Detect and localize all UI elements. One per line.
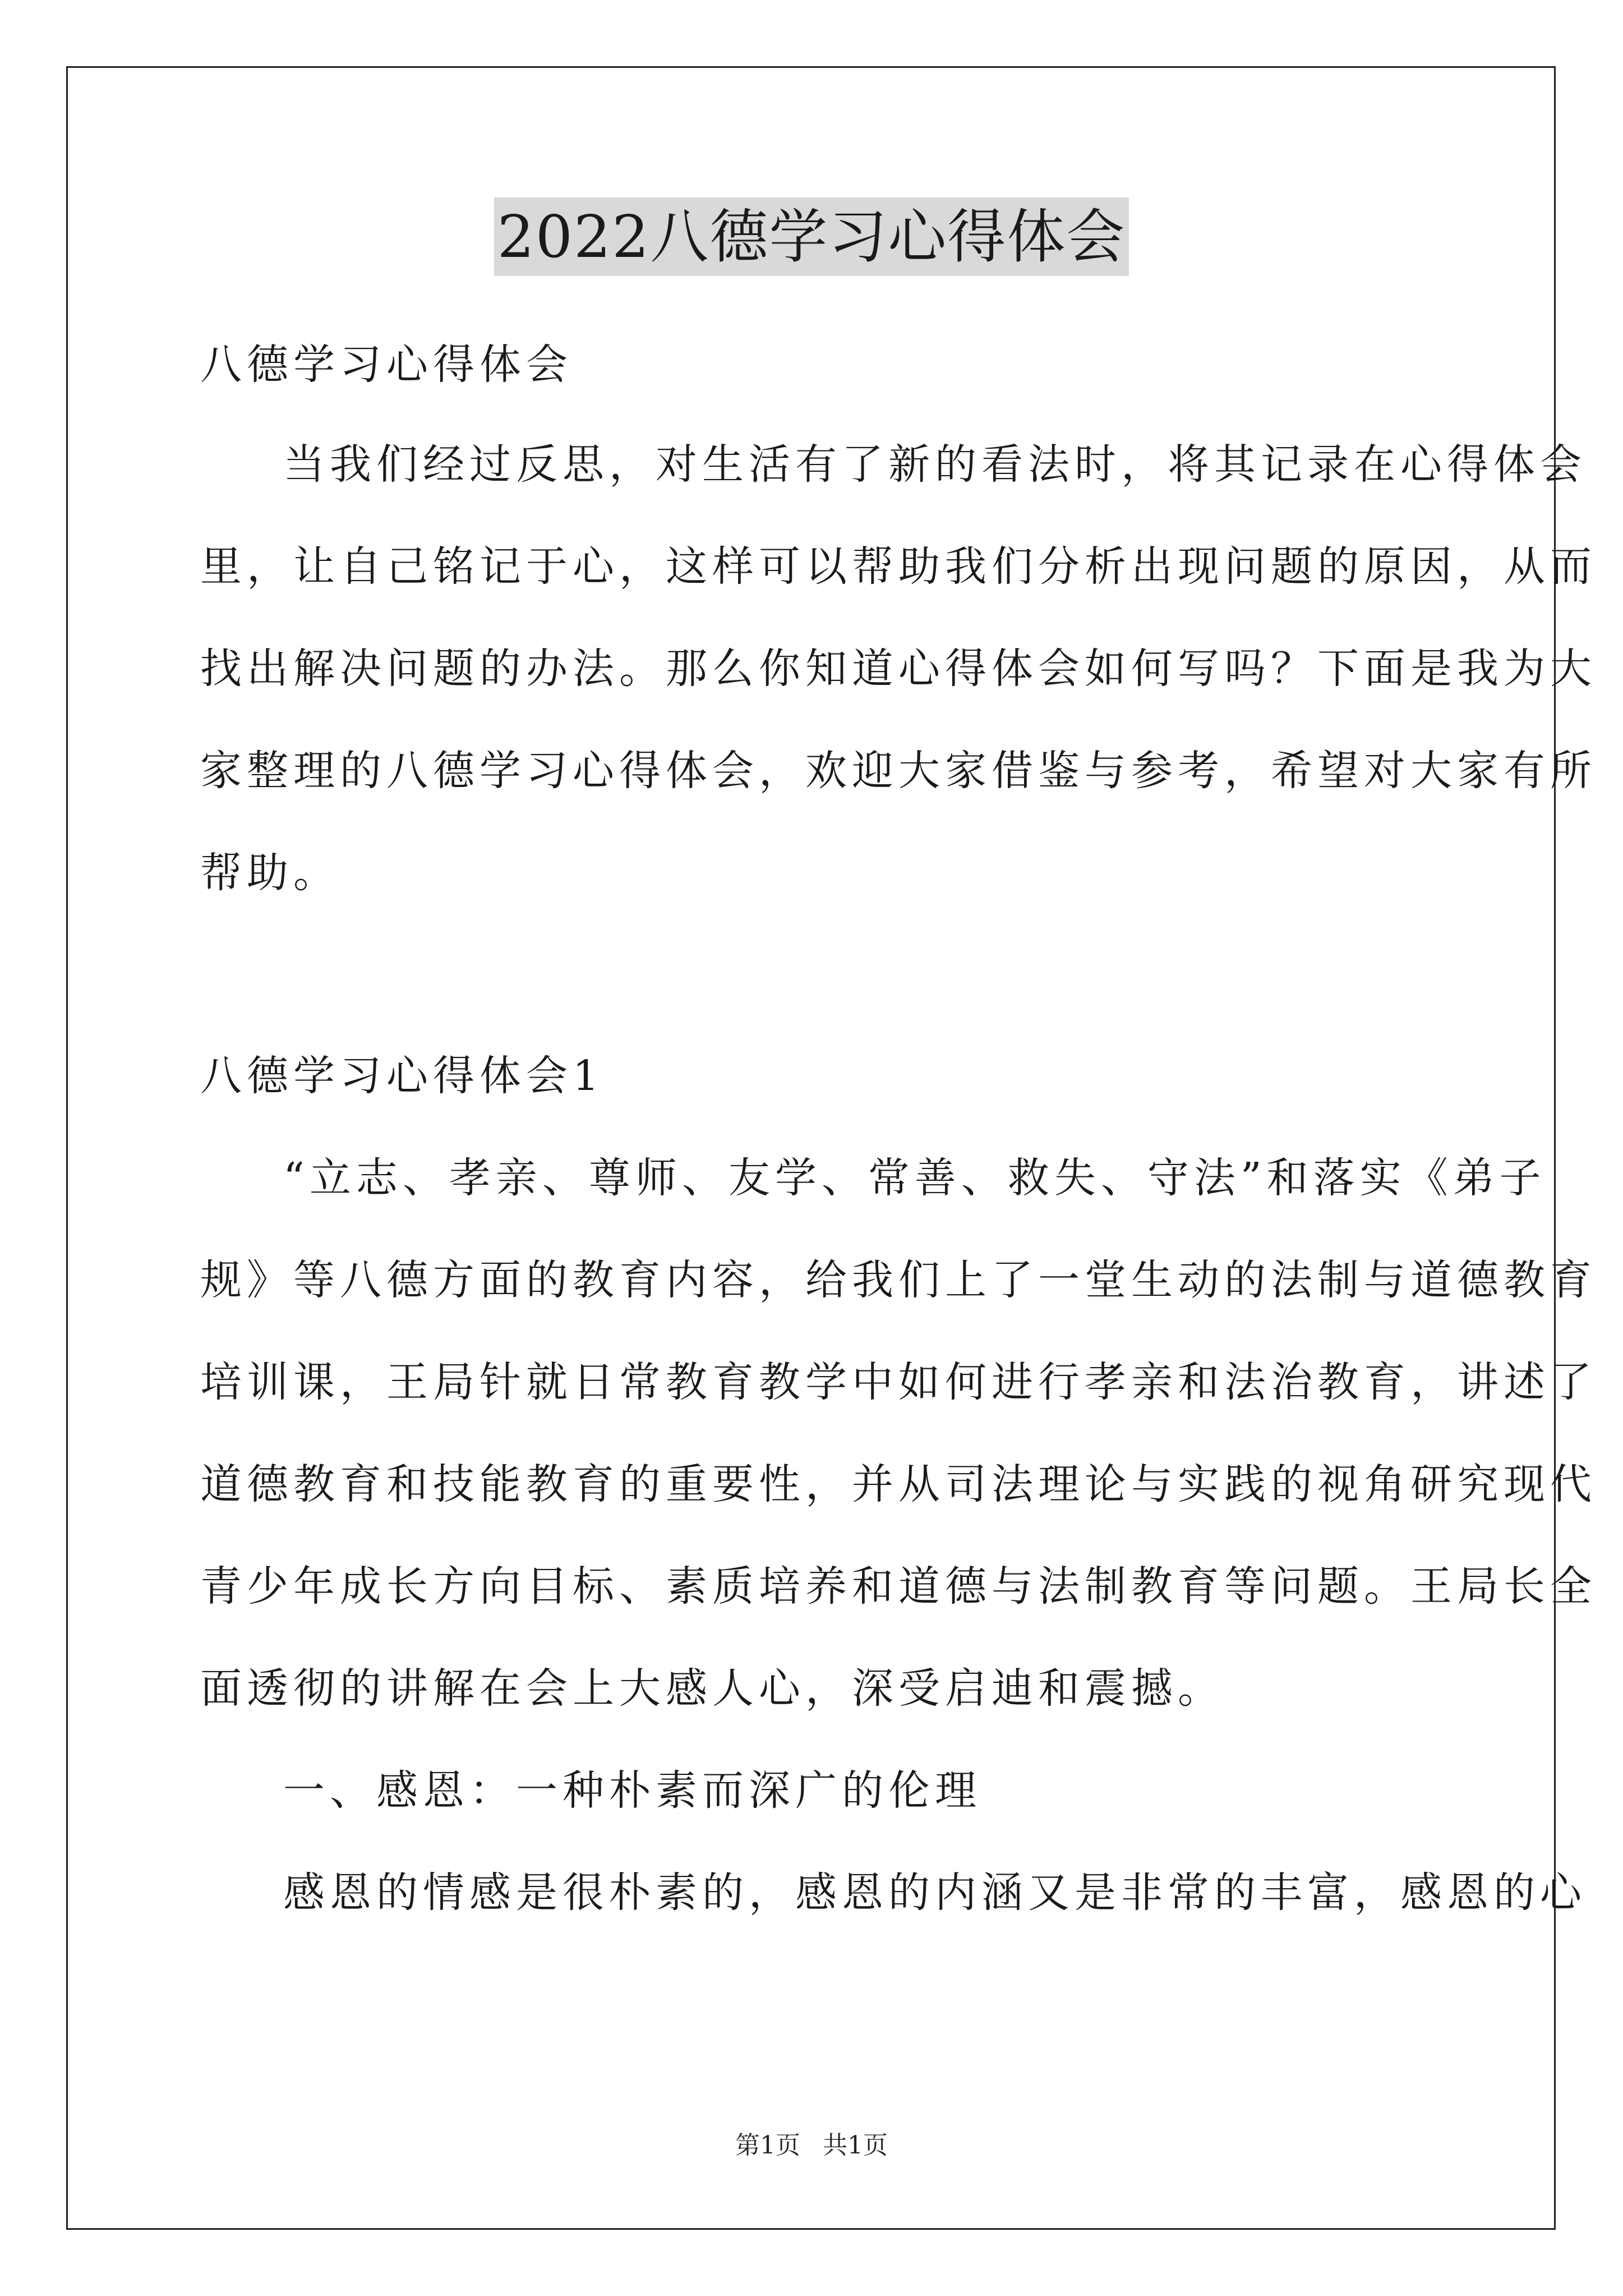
page-number-current: 第1页	[735, 2131, 800, 2160]
title-container	[0, 197, 1623, 276]
paragraph-line: 感恩的情感是很朴素的，感恩的内涵又是非常的丰富，感恩的心	[283, 1869, 1587, 1917]
paragraph-line: 规》等八德方面的教育内容，给我们上了一堂生动的法制与道德教育	[200, 1256, 1597, 1304]
page-number-total: 共1页	[823, 2131, 888, 2160]
paragraph-line: 道德教育和技能教育的重要性，并从司法理论与实践的视角研究现代	[200, 1460, 1597, 1508]
paragraph-line: 里，让自己铭记于心，这样可以帮助我们分析出现问题的原因，从而	[200, 542, 1597, 591]
paragraph-line: 培训课，王局针就日常教育教学中如何进行孝亲和法治教育，讲述了	[200, 1358, 1597, 1406]
paragraph-line: 找出解决问题的办法。那么你知道心得体会如何写吗？下面是我为大	[200, 645, 1597, 693]
paragraph-line: 当我们经过反思，对生活有了新的看法时，将其记录在心得体会	[283, 440, 1587, 489]
paragraph-line: 面透彻的讲解在会上大感人心，深受启迪和震撼。	[200, 1664, 1224, 1713]
paragraph-line: 青少年成长方向目标、素质培养和道德与法制教育等问题。王局长全	[200, 1562, 1597, 1611]
page-footer	[0, 2125, 1623, 2161]
subheading: 一、感恩：一种朴素而深广的伦理	[283, 1766, 981, 1815]
document-title: 2022八德学习心得体会	[494, 197, 1129, 276]
intro-heading: 八德学习心得体会	[200, 341, 573, 389]
paragraph-line: 帮助。	[200, 849, 340, 897]
section-heading: 八德学习心得体会1	[200, 1052, 605, 1100]
paragraph-line: “立志、孝亲、尊师、友学、常善、救失、守法”和落实《弟子	[283, 1154, 1546, 1202]
paragraph-line: 家整理的八德学习心得体会，欢迎大家借鉴与参考，希望对大家有所	[200, 747, 1597, 795]
